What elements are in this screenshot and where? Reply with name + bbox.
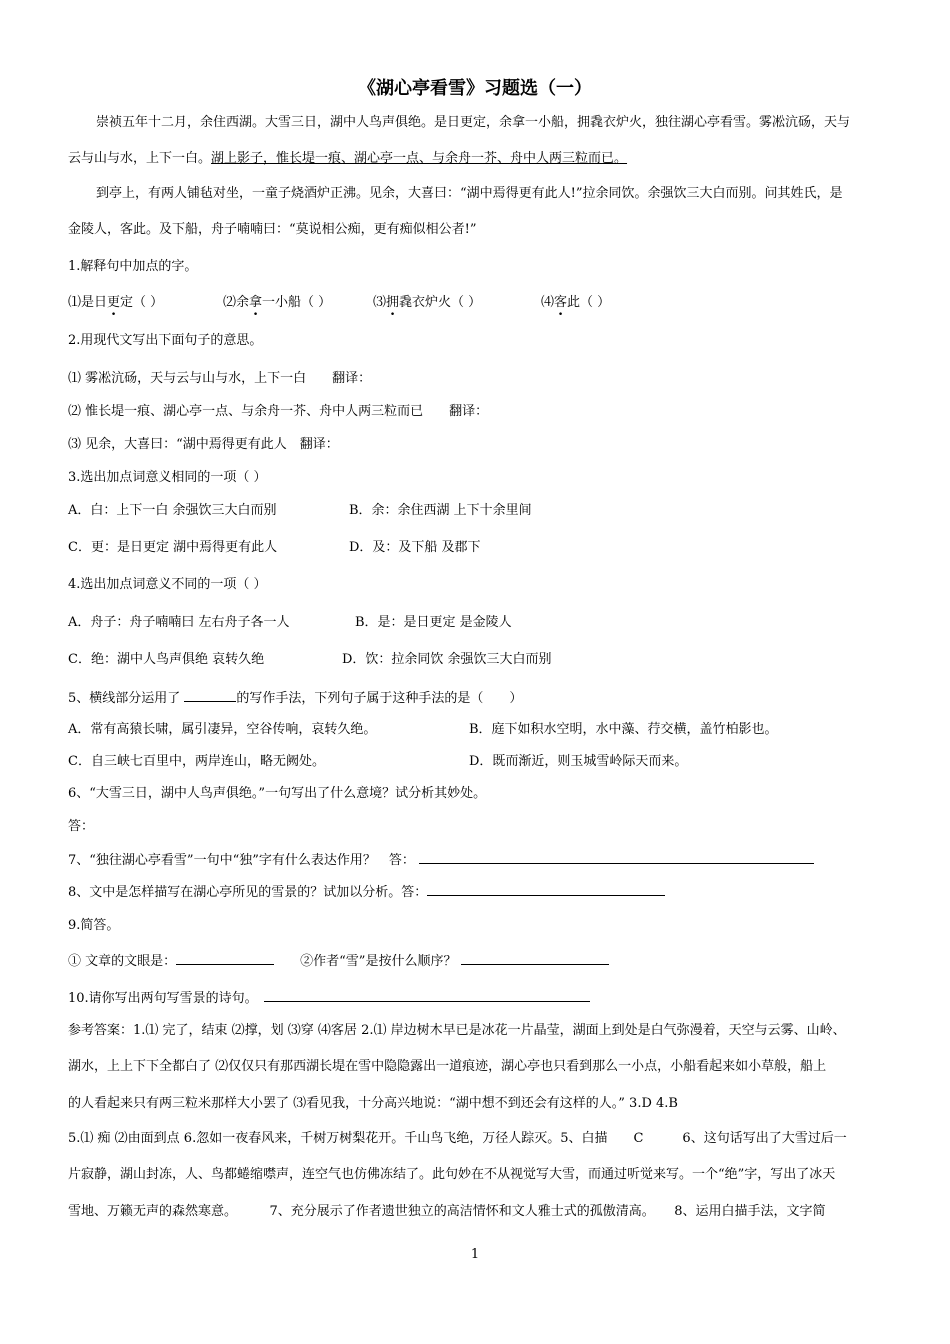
question-5-stem: 5、横线部分运用了 的写作手法，下列句子属于这种手法的是（ ） bbox=[68, 691, 523, 706]
question-2-item-3: ⑶ 见余，大喜曰：“湖中焉得更有此人 翻译： bbox=[68, 437, 339, 452]
question-5-row-2: C．自三峡七百里中，两岸连山，略无阙处。 D．既而渐近，则玉城雪岭际天而来。 bbox=[68, 754, 688, 769]
question-3-row-1: A．白：上下一白 余强饮三大白而别 B．余：余住西湖 上下十余里间 bbox=[68, 503, 532, 518]
passage-text: 云与山与水，上下一白。 bbox=[68, 151, 212, 166]
passage-line-4: 金陵人，客此。及下船，舟子喃喃曰：“莫说相公痴，更有痴似相公者!” bbox=[68, 222, 477, 237]
question-2-stem: 2.用现代文写出下面句子的意思。 bbox=[68, 333, 263, 348]
question-6-answer-label: 答： bbox=[68, 819, 95, 834]
q1-item-a: ⑴是日更定（ ） bbox=[68, 295, 164, 310]
question-3-row-2: C．更：是日更定 湖中焉得更有此人 D．及：及下船 及郡下 bbox=[68, 540, 481, 555]
question-4-stem: 4.选出加点词意义不同的一项（ ） bbox=[68, 577, 267, 592]
answer-key-line-1: 参考答案：1.⑴ 完了，结束 ⑵撑，划 ⑶穿 ⑷客居 2.⑴ 岸边树木早已是冰花一片晶莹，湖面上到处是白气弥漫着，天空与云雾、山岭、 bbox=[68, 1023, 846, 1038]
question-3-stem: 3.选出加点词意义相同的一项（ ） bbox=[68, 470, 267, 485]
passage-line-3: 到亭上，有两人铺毡对坐，一童子烧酒炉正沸。见余，大喜曰：“湖中焉得更有此人!”拉余同饮。余强饮三大白而别。问其姓氏，是 bbox=[96, 186, 843, 201]
question-4-row-2: C．绝：湖中人鸟声俱绝 哀转久绝 D．饮：拉余同饮 余强饮三大白而别 bbox=[68, 652, 552, 667]
answer-blank[interactable] bbox=[264, 989, 590, 1002]
page-title: 《湖心亭看雪》习题选（一） bbox=[358, 78, 592, 99]
question-5-row-1: A．常有高猿长啸，属引凄异，空谷传响，哀转久绝。 B．庭下如积水空明，水中藻、荇交横，盖竹柏影也。 bbox=[68, 722, 778, 737]
question-9-stem: 9.简答。 bbox=[68, 918, 120, 933]
answer-blank[interactable] bbox=[184, 689, 236, 702]
question-1-stem: 1.解释句中加点的字。 bbox=[68, 259, 198, 274]
passage-line-2 bbox=[68, 151, 888, 167]
underlined-passage: 湖上影子，惟长堤一痕、湖心亭一点、与余舟一芥、舟中人两三粒而已。 bbox=[211, 151, 628, 166]
answer-blank[interactable] bbox=[427, 883, 665, 896]
q1-item-d: ⑷客此（ ） bbox=[541, 295, 611, 310]
q1-item-b: ⑵余拿一小船（ ） bbox=[223, 295, 332, 310]
question-8: 8、文中是怎样描写在湖心亭所见的雪景的？试加以分析。答： bbox=[68, 883, 888, 901]
answer-key-line-6: 雪地、万籁无声的森然寒意。 7、充分展示了作者遗世独立的高洁情怀和文人雅士式的孤傲清高。 8、运用白描手法，文字简 bbox=[68, 1204, 826, 1219]
answer-key-line-5: 片寂静，湖山封冻，人、鸟都蜷缩噤声，连空气也仿佛冻结了。此句妙在不从视觉写大雪，而通过听觉来写。一个“绝”字，写出了冰天 bbox=[68, 1167, 836, 1182]
question-7: 7、“独往湖心亭看雪”一句中“独”字有什么表达作用？ 答： bbox=[68, 851, 888, 869]
question-2-item-2: ⑵ 惟长堤一痕、湖心亭一点、与余舟一芥、舟中人两三粒而已 翻译： bbox=[68, 404, 489, 419]
answer-blank[interactable] bbox=[176, 952, 274, 965]
question-4-row-1: A．舟子：舟子喃喃曰 左右舟子各一人 B．是：是日更定 是金陵人 bbox=[68, 615, 512, 630]
page-number: 1 bbox=[470, 1247, 480, 1262]
question-6-stem: 6、“大雪三日，湖中人鸟声俱绝。”一句写出了什么意境？试分析其妙处。 bbox=[68, 786, 487, 801]
question-2-item-1: ⑴ 雾凇沆砀，天与云与山与水，上下一白 翻译： bbox=[68, 371, 372, 386]
answer-key-line-3: 的人看起来只有两三粒米那样大小罢了 ⑶看见我，十分高兴地说：“湖中想不到还会有这样的人。” 3.D 4.B bbox=[68, 1096, 678, 1111]
question-9-items: ① 文章的文眼是： ②作者“雪”是按什么顺序？ bbox=[68, 952, 888, 970]
answer-key-line-4: 5.⑴ 痴 ⑵由面到点 6.忽如一夜春风来，千树万树梨花开。千山鸟飞绝，万径人踪灭。5、白描 C 6、这句话写出了大雪过后一 bbox=[68, 1131, 847, 1146]
question-10: 10.请你写出两句写雪景的诗句。 bbox=[68, 989, 888, 1007]
question-1-items bbox=[68, 295, 888, 311]
q1-item-c: ⑶拥毳衣炉火（ ） bbox=[373, 295, 482, 310]
answer-blank[interactable] bbox=[461, 952, 609, 965]
answer-key-line-2: 湖水，上上下下全都白了 ⑵仅仅只有那西湖长堤在雪中隐隐露出一道痕迹，湖心亭也只看到那么一小点，小船看起来如小草般，船上 bbox=[68, 1059, 827, 1074]
passage-line-1: 崇祯五年十二月，余住西湖。大雪三日，湖中人鸟声俱绝。是日更定，余拿一小船，拥毳衣炉火，独往湖心亭看雪。雾凇沆砀，天与 bbox=[96, 115, 851, 130]
answer-blank[interactable] bbox=[419, 851, 814, 864]
